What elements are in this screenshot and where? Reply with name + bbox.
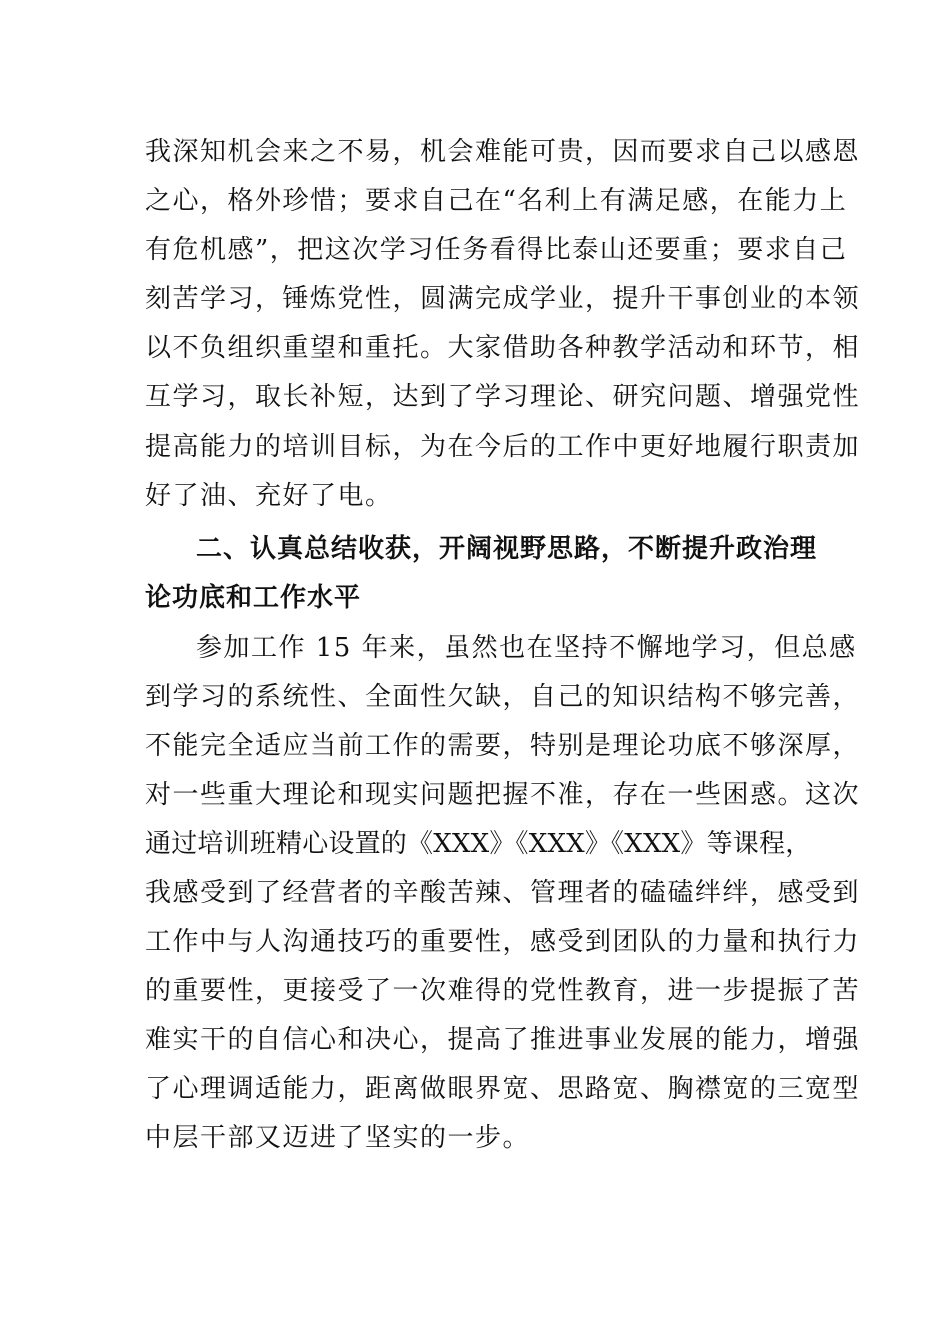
body-text-line: 我感受到了经营者的辛酸苦辣、管理者的磕磕绊绊，感受到 xyxy=(145,878,861,908)
body-text-line: 之心，格外珍惜；要求自己在“名利上有满足感，在能力上 xyxy=(145,186,848,216)
section-heading-line: 论功底和工作水平 xyxy=(145,583,362,613)
body-text-line: 有危机感”，把这次学习任务看得比泰山还要重；要求自己 xyxy=(145,235,848,265)
body-text-line: 的重要性，更接受了一次难得的党性教育，进一步提振了苦 xyxy=(145,976,861,1006)
body-text-line: 通过培训班精心设置的《XXX》《XXX》《XXX》等课程， xyxy=(145,829,812,859)
body-text-line: 工作中与人沟通技巧的重要性，感受到团队的力量和执行力 xyxy=(145,927,861,957)
body-text-line: 刻苦学习，锤炼党性，圆满完成学业，提升干事创业的本领 xyxy=(145,284,861,314)
section-heading-line: 二、认真总结收获，开阔视野思路，不断提升政治理 xyxy=(196,534,818,564)
body-text-line: 到学习的系统性、全面性欠缺，自己的知识结构不够完善， xyxy=(145,682,861,712)
body-text-line: 好了油、充好了电。 xyxy=(145,481,393,511)
body-text-line: 对一些重大理论和现实问题把握不准，存在一些困惑。这次 xyxy=(145,780,861,810)
body-text-line: 难实干的自信心和决心，提高了推进事业发展的能力，增强 xyxy=(145,1025,861,1055)
body-text-line: 了心理调适能力，距离做眼界宽、思路宽、胸襟宽的三宽型 xyxy=(145,1074,861,1104)
body-text-line: 以不负组织重望和重托。大家借助各种教学活动和环节，相 xyxy=(145,333,861,363)
body-text-line: 提高能力的培训目标，为在今后的工作中更好地履行职责加 xyxy=(145,432,861,462)
body-text-line: 不能完全适应当前工作的需要，特别是理论功底不够深厚， xyxy=(145,731,861,761)
body-text-line: 我深知机会来之不易，机会难能可贵，因而要求自己以感恩 xyxy=(145,137,861,167)
body-text-line: 中层干部又迈进了坚实的一步。 xyxy=(145,1123,531,1153)
body-text-line: 互学习，取长补短，达到了学习理论、研究问题、增强党性 xyxy=(145,382,861,412)
body-text-line: 参加工作 15 年来，虽然也在坚持不懈地学习，但总感 xyxy=(196,633,857,663)
